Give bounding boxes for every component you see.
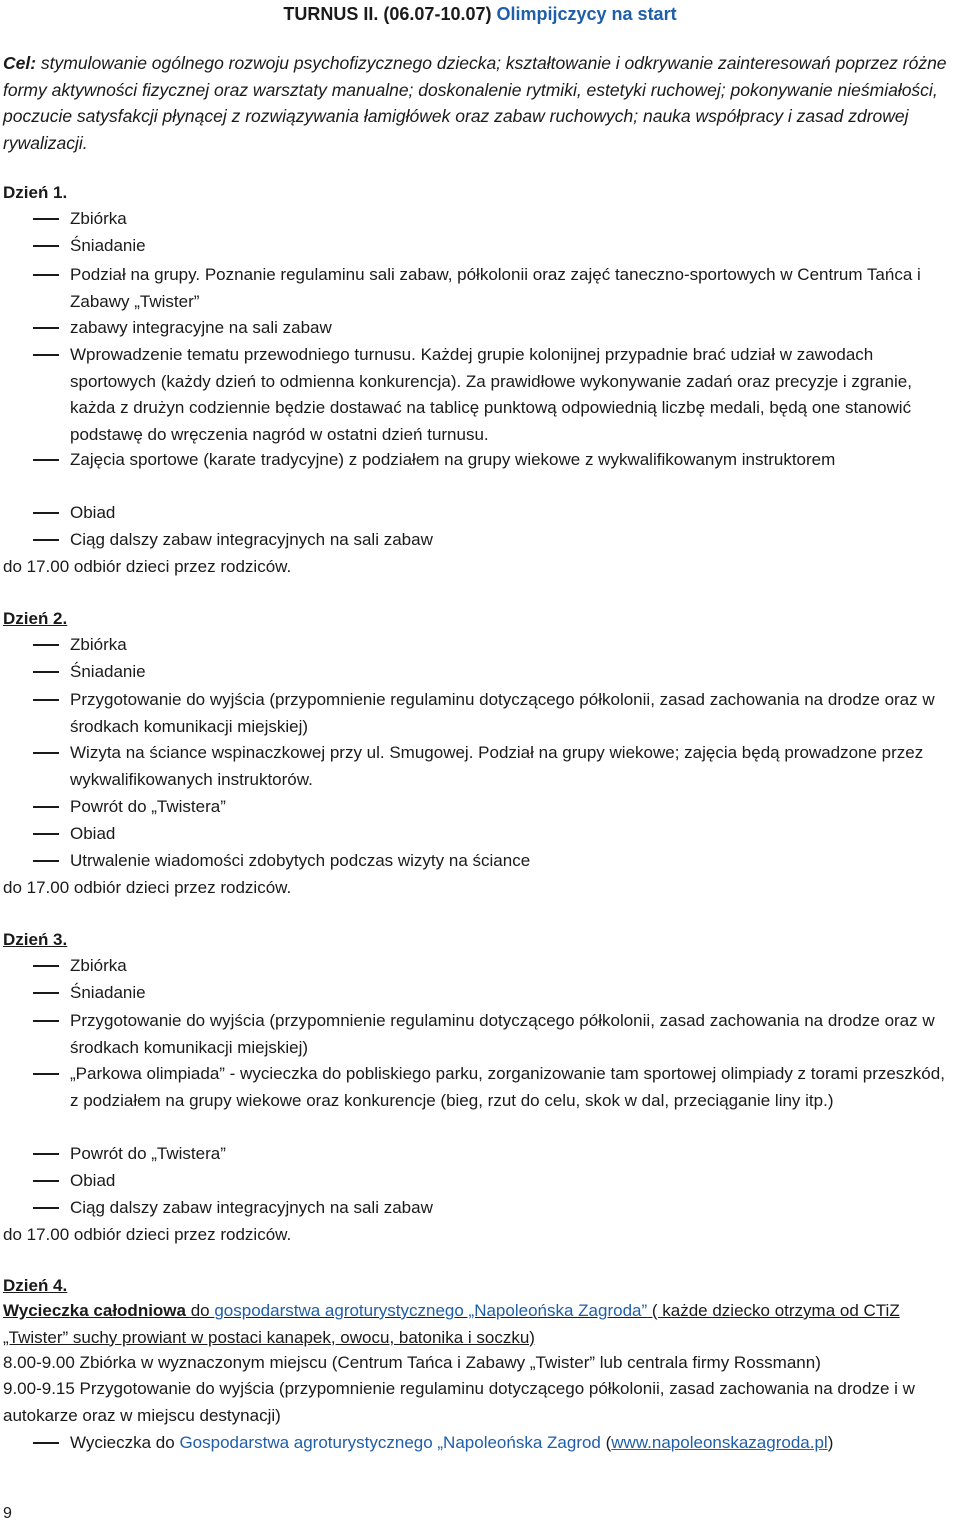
dash-bullet [33,218,59,220]
website-link[interactable]: www.napoleonskazagroda.pl [611,1433,828,1452]
dash-bullet [33,539,59,541]
dash-bullet [33,245,59,247]
dash-bullet [33,459,59,461]
dash-bullet [33,1073,59,1075]
dash-bullet [33,965,59,967]
day3-heading: Dzień 3. [3,930,68,949]
dash-bullet [33,860,59,862]
dash-bullet [33,806,59,808]
page-title [0,2,960,26]
dash-bullet [33,1207,59,1209]
goal-text: stymulowanie ogólnego rozwoju psychofizycznego dziecka; kształtowanie i odkrywanie zainteresowań poprzez różne formy aktywności fizycznej oraz warsztaty manualne; doskonalenie rytmiki, estetyki ruchowej; pokonywanie nieśmiałości, poczucie satysfakcji płynącej z rozwiązywania łamigłówek oraz zabaw ruchowych; nauka współpracy i zasad zdrowej rywalizacji. [3,53,947,153]
day1-heading: Dzień 1. [3,183,68,202]
title-theme: Olimpijczycy na start [496,4,677,24]
dash-bullet [33,671,59,673]
dash-bullet [33,1180,59,1182]
day4-heading: Dzień 4. [3,1276,68,1295]
dash-bullet [33,512,59,514]
dash-bullet [33,644,59,646]
dash-bullet [33,752,59,754]
document-page: TURNUS II. (06.07-10.07) Olimpijczycy na start Cel: stymulowanie ogólnego rozwoju psychofizycznego dziecka; kształtowanie i odkrywanie zainteresowań poprzez różne formy aktywności fizycznej oraz warsztaty manualne; doskonalenie rytmiki, estetyki ruchowej; pokonywanie nieśmiałości, poczucie satysfakcji płynącej z rozwiązywania łamigłówek oraz zabaw ruchowych; nauka współpracy i zasad zdrowej rywalizacji. Dzień 1. Zbiórka Śniadanie Podział na grupy. Poznanie regulaminu sali zabaw, półkolonii oraz zajęć taneczno-sportowych w Centrum Tańca i Zabawy „Twister” zabawy integracyjne na sali zabaw Wprowadzenie tematu przewodniego turnusu. Każdej grupie kolonijnej przypadnie brać udział w zawodach sportowych (każdy dzień to odmienna konkurencja). Za prawidłowe wykonywanie zadań oraz precyzje i zgranie, każda z drużyn codziennie będzie dostawać na tablicę punktową odpowiednią liczbę medali, będą one stanowić podstawę do wręczenia nagród w ostatni dzień turnusu. Zajęcia sportowe (karate tradycyjne) z podziałem na grupy wiekowe z wykwalifikowanym instruktorem Obiad Ciąg dalszy zabaw integracyjnych na sali zabaw do 17.00 odbiór dzieci przez rodziców. Dzień 2. Zbiórka Śniadanie Przygotowanie do wyjścia (przypomnienie regulaminu dotyczącego półkolonii, zasad zachowania na drodze oraz w środkach komunikacji miejskiej) Wizyta na ściance wspinaczkowej przy ul. Smugowej. Podział na grupy wiekowe; zajęcia będą prowadzone przez wykwalifikowanych instruktorów. Powrót do „Twistera” Obiad Utrwalenie wiadomości zdobytych podczas wizyty na ściance do 17.00 odbiór dzieci przez rodziców. Dzień 3. Zbiórka Śniadanie Przygotowanie do wyjścia (przypomnienie regulaminu dotyczącego półkolonii, zasad zachowania na drodze oraz w środkach komunikacji miejskiej) „Parkowa olimpiada” - wycieczka do pobliskiego parku, zorganizowanie tam sportowej olimpiady z torami przeszkód, z podziałem na grupy wiekowe oraz konkurencje (bieg, rzut do celu, skok w dal, przeciąganie liny itp.) Powrót do „Twistera” Obiad Ciąg dalszy zabaw integracyjnych na sali zabaw do 17.00 odbiór dzieci przez rodziców. Dzień 4. Wycieczka całodniowa do gospodarstwa agroturystycznego „Napoleońska Zagroda” ( każde dziecko otrzyma od CTiZ „Twister” suchy prowiant w postaci kanapek, owocu, batonika i soczku) 8.00-9.00 Zbiórka w wyznaczonym miejscu (Centrum Tańca i Zabawy „Twister” lub centrala firmy Rossmann) 9.00-9.15 Przygotowanie do wyjścia (przypomnienie regulaminu dotyczącego półkolonii, zasad zachowania na drodze i w autokarze oraz w miejscu destynacji) Wycieczka do Gospodarstwa agroturystycznego „Napoleońska Zagrod (www.napoleonskazagroda.pl) 9 [0,0,960,1527]
farm-name-link[interactable]: Gospodarstwa agroturystycznego „Napoleońska Zagrod [179,1433,601,1452]
dash-bullet [33,699,59,701]
dash-bullet [33,327,59,329]
dash-bullet [33,992,59,994]
day3-closing: do 17.00 odbiór dzieci przez rodziców. [3,1225,292,1244]
goal-paragraph [3,50,953,156]
dash-bullet [33,1153,59,1155]
day4-schedule-line: 9.00-9.15 Przygotowanie do wyjścia (przypomnienie regulaminu dotyczącego półkolonii, zasad zachowania na drodze i w autokarze oraz w miejscu destynacji) [3,1379,915,1425]
dash-bullet [33,833,59,835]
title-turnus: TURNUS II. (06.07-10.07) [283,4,492,24]
day2-closing: do 17.00 odbiór dzieci przez rodziców. [3,878,292,897]
dash-bullet [33,274,59,276]
day2-heading: Dzień 2. [3,609,68,628]
trip-label: Wycieczka całodniowa [3,1301,186,1320]
dash-bullet [33,1020,59,1022]
goal-label: Cel: [3,53,37,73]
dash-bullet [33,1442,59,1444]
farm-link[interactable]: gospodarstwa agroturystycznego „Napoleońska Zagroda” [214,1301,648,1320]
day4-schedule-line: 8.00-9.00 Zbiórka w wyznaczonym miejscu (Centrum Tańca i Zabawy „Twister” lub centrala firmy Rossmann) [3,1353,821,1372]
day4-trip-paragraph: Wycieczka całodniowa do gospodarstwa agroturystycznego „Napoleońska Zagroda” ( każde dziecko otrzyma od CTiZ „Twister” suchy prowiant w postaci kanapek, owocu, batonika i soczku) [3,1301,900,1347]
page-number: 9 [3,1505,12,1522]
dash-bullet [33,354,59,356]
day1-closing: do 17.00 odbiór dzieci przez rodziców. [3,557,292,576]
